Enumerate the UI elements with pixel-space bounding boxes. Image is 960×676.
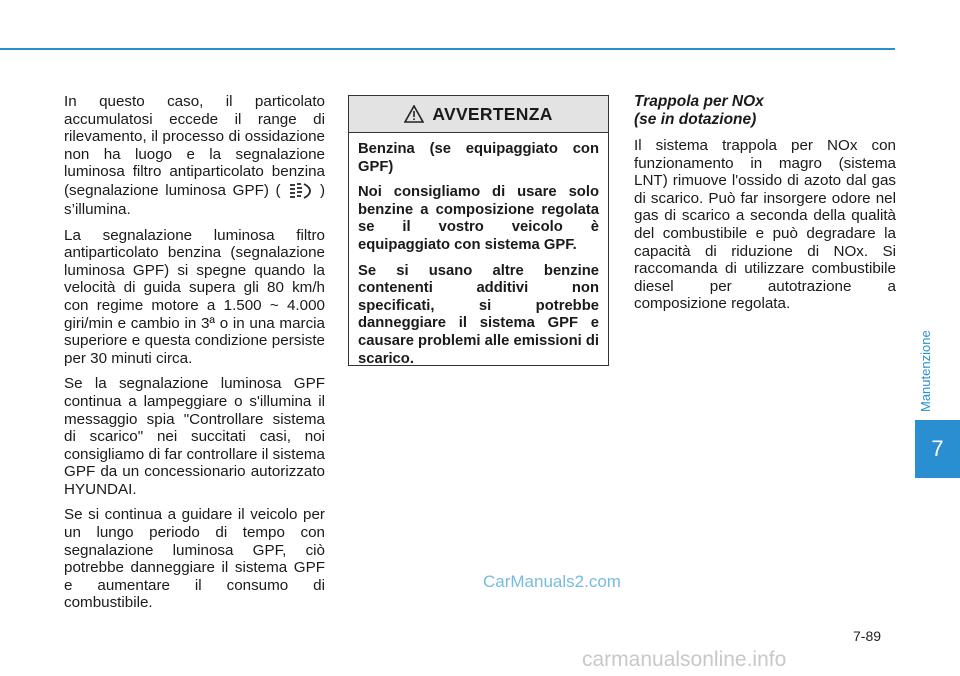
left-column [64, 93, 325, 620]
gpf-warning-icon [287, 181, 313, 201]
warning-header [349, 96, 608, 133]
warning-title: AVVERTENZA [432, 103, 553, 124]
right-column [634, 93, 896, 321]
warning-paragraph-1: Noi consigliamo di usare solo benzine a composizione regolata se il vostro veicolo è equipaggiato con sistema GPF. [358, 184, 599, 253]
warning-paragraph-2: Se si usano altre benzine contenenti additivi non specificati, si potrebbe danneggiare il sistema GPF e causare problemi alle emissioni di scarico. [358, 262, 599, 367]
paragraph-4: Se si continua a guidare il veicolo per un lungo periodo di tempo con segnalazione luminosa GPF, ciò potrebbe danneggiare il sistema GPF e aumentare il consumo di combustibile. [64, 506, 325, 612]
section-heading: Trappola per NOx (se in dotazione) [634, 93, 764, 128]
nox-paragraph: Il sistema trappola per NOx con funzionamento in magro (sistema LNT) rimuove l'ossido di azoto dal gas di scarico. Può far insorgere odore nel gas di scarico a seconda della qualità del combustibile e può degradare la capacità di riduzione di NOx. Si raccomanda di utilizzare combustibile diesel per autotrazione a composizione regolata. [634, 137, 896, 313]
warning-triangle-icon [404, 105, 424, 123]
paragraph-1: In questo caso, il particolato accumulatosi eccede il range di rilevamento, il processo di ossidazione non ha luogo e la segnalazione luminosa filtro antiparticolato benzina (segnalazione luminosa GPF) ( ) s’illumina. [64, 93, 325, 218]
watermark-footer: carmanualsonline.info [582, 648, 787, 671]
warning-body [349, 133, 608, 368]
header-rule [0, 48, 895, 50]
chapter-tab: 7 [915, 420, 960, 478]
paragraph-2: La segnalazione luminosa filtro antiparticolato benzina (segnalazione luminosa GPF) si spegne quando la velocità di guida supera gli 80 km/h con regime motore a 1.500 ~ 4.000 giri/min e cambio in 3ª o in una marcia superiore e questa condizione persiste per 30 minuti circa. [64, 226, 325, 367]
section-side-label: Manutenzione [918, 330, 933, 412]
warning-box [348, 95, 609, 366]
paragraph-3: Se la segnalazione luminosa GPF continua a lampeggiare o s'illumina il messaggio spia "Controllare sistema di scarico" nei succitati casi, noi consigliamo di far controllare il sistema GPF da un concessionario autorizzato HYUNDAI. [64, 375, 325, 498]
warning-subtitle: Benzina (se equipaggiato con GPF) [358, 141, 599, 175]
watermark-link[interactable]: CarManuals2.com [483, 572, 621, 591]
page-number: 7-89 [853, 628, 882, 644]
